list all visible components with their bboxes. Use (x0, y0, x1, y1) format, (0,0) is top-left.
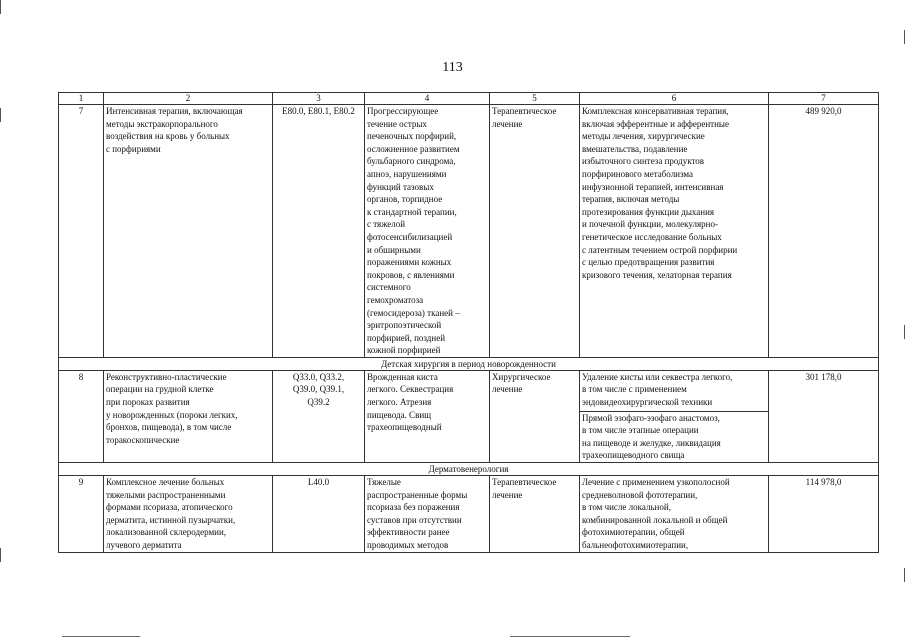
cell-line: лечение (492, 118, 523, 129)
cell-line: пищевода. Свищ (367, 409, 432, 420)
cell-line: распространенные формы (367, 489, 468, 500)
section-row (59, 357, 879, 370)
cell-line: Q33.0, Q33.2, (292, 371, 345, 382)
treatment-method (580, 370, 769, 462)
cost-value: 489 920,0 (769, 105, 879, 358)
cell-line: средневолновой фототерапии, (582, 489, 698, 500)
cell-line: гемохроматоза (367, 294, 424, 305)
cell-line: протезирования функции дыхания (582, 206, 715, 217)
cell-line: проводимых методов (367, 540, 449, 550)
cell-line: Q39.0, Q39.1, (292, 384, 345, 395)
cell-line: Терапевтическое (492, 106, 557, 116)
bottom-rule (62, 636, 140, 637)
cell-line: течение острых (367, 118, 427, 129)
treatment-type (490, 370, 580, 462)
header-cell: 7 (769, 93, 879, 105)
cell-line: в том числе этапные операции (582, 425, 699, 436)
cell-line: эритропоэтической (367, 320, 442, 331)
cell-line: апноэ, нарушениями (367, 168, 447, 179)
cell-line: в том числе с применением (582, 384, 687, 395)
cell-line: при пороках развития (106, 397, 190, 408)
header-row (59, 93, 879, 105)
table-row (59, 476, 879, 553)
cell-line: эффективности ранее (367, 527, 450, 538)
cell-line: фотохимиотерапии, общей (582, 527, 685, 538)
cell-line: органов, торпидное (367, 194, 443, 205)
cell-line: псориаза без поражения (367, 502, 460, 513)
treatment-name (104, 476, 273, 553)
icd-codes (273, 105, 365, 358)
cell-line: Лечение с применением узкополосной (582, 477, 730, 488)
table-row (59, 105, 879, 358)
cell-line: вмешательства, подавление (582, 143, 688, 154)
cell-line: порфиринового метаболизма (582, 168, 694, 179)
row-number: 9 (59, 476, 104, 553)
cell-line: Удаление кисты или секвестра легкого, (582, 371, 733, 382)
section-row (59, 463, 879, 476)
row-number: 7 (59, 105, 104, 358)
section-title: Детская хирургия в период новорожденности (59, 357, 879, 370)
cell-line: терапия, включая методы (582, 194, 680, 205)
cell-line: Реконструктивно-пластические (106, 371, 227, 382)
cell-line: лучевого дерматита (106, 540, 182, 550)
cell-line: бульбарного синдрома, (367, 156, 456, 167)
cell-line: Комплексная консервативная терапия, (582, 106, 729, 116)
cell-line: методы экстракорпорального (106, 118, 218, 129)
cell-line: E80.0, E80.1, E80.2 (282, 106, 355, 116)
cell-line: бронхов, пищевода), в том числе (106, 422, 232, 433)
treatment-method (580, 105, 769, 358)
patient-model (365, 476, 490, 553)
page-number: 113 (442, 60, 463, 75)
cell-line: трахеопищеводного свища (582, 450, 685, 461)
cell-line: эндовидеохирургической техники (582, 397, 713, 408)
left-edge-mark (0, 108, 1, 122)
cell-line: Терапевтическое (492, 477, 557, 488)
cell-line: с латентным течением острой порфирии (582, 244, 738, 255)
cell-line: тяжелыми распространенными (106, 489, 226, 500)
treatment-method-b (580, 411, 768, 462)
cell-line: и почечной функции, молекулярно- (582, 219, 718, 230)
cell-line: локализованной склеродермии, (106, 527, 227, 538)
cell-line: в том числе локальной, (582, 502, 671, 513)
patient-model (365, 105, 490, 358)
treatment-method (580, 476, 769, 553)
cell-line: Врожденная киста (367, 371, 438, 382)
cell-line: функций тазовых (367, 181, 434, 192)
cell-line: поражениями кожных (367, 257, 452, 268)
cell-line: кризового течения, хелаторная терапия (582, 269, 732, 280)
treatment-method-a (582, 371, 766, 409)
cell-line: комбинированной локальной и общей (582, 514, 728, 525)
icd-codes (273, 370, 365, 462)
cell-line: легкого. Атрезия (367, 397, 432, 408)
cell-line: системного (367, 282, 411, 293)
cell-line: Интенсивная терапия, включающая (106, 106, 243, 116)
cell-line: с тяжелой (367, 219, 406, 230)
cell-line: воздействия на кровь у больных (106, 131, 230, 142)
cell-line: суставов при отсутствии (367, 514, 462, 525)
cell-line: и обширными (367, 244, 421, 255)
cell-line: операции на грудной клетке (106, 384, 214, 395)
left-edge-mark (0, 0, 1, 14)
cell-line: Q39.2 (307, 397, 330, 408)
bottom-rule (510, 636, 630, 637)
table-row (59, 370, 879, 462)
cell-line: L40.0 (307, 477, 330, 488)
cell-line: лечение (492, 489, 523, 500)
cell-line: генетическое исследование больных (582, 231, 722, 242)
patient-model (365, 370, 490, 462)
left-edge-mark (0, 548, 1, 562)
header-cell: 1 (59, 93, 104, 105)
cell-line: печеночных порфирий, (367, 131, 457, 142)
cell-line: с порфириями (106, 143, 161, 154)
treatment-name (104, 370, 273, 462)
cell-line: порфирией, поздней (367, 332, 446, 343)
cell-line: покровов, с явлениями (367, 269, 455, 280)
cell-line: с целью предотвращения развития (582, 257, 715, 268)
cell-line: Прогрессирующее (367, 106, 439, 116)
cost-value: 114 978,0 (769, 476, 879, 553)
cell-line: избыточного синтеза продуктов (582, 156, 705, 167)
cell-line: кожной порфирией (367, 345, 441, 356)
cell-line: Комплексное лечение больных (106, 477, 225, 488)
cell-line: к стандартной терапии, (367, 206, 457, 217)
treatment-type (490, 105, 580, 358)
cell-line: дерматита, истинной пузырчатки, (106, 514, 236, 525)
cell-line: Прямой эзофаго-эзофаго анастомоз, (582, 412, 720, 423)
header-cell: 4 (365, 93, 490, 105)
header-cell: 6 (580, 93, 769, 105)
cell-line: торакоскопические (106, 434, 180, 445)
header-cell: 2 (104, 93, 273, 105)
treatment-name (104, 105, 273, 358)
cell-line: включая эфферентные и афферентные (582, 118, 729, 129)
cell-line: у новорожденных (пороки легких, (106, 409, 238, 420)
cell-line: Тяжелые (367, 477, 401, 488)
cell-line: методы лечения, хирургические (582, 131, 705, 142)
cell-line: трахеопищеводный (367, 422, 442, 433)
cell-line: фотосенсибилизацией (367, 231, 453, 242)
cell-line: лечение (492, 384, 523, 395)
treatment-type (490, 476, 580, 553)
row-number: 8 (59, 370, 104, 462)
cell-line: легкого. Секвестрация (367, 384, 454, 395)
cell-line: бальнеофотохимиотерапии, (582, 540, 689, 550)
medical-care-table (58, 92, 879, 553)
icd-codes (273, 476, 365, 553)
cost-value: 301 178,0 (769, 370, 879, 462)
cell-line: на пищеводе и желудке, ликвидация (582, 437, 721, 448)
section-title: Дерматовенерология (59, 463, 879, 476)
cell-line: осложненное развитием (367, 143, 460, 154)
header-cell: 3 (273, 93, 365, 105)
cell-line: (гемосидероза) тканей – (367, 307, 460, 318)
cell-line: инфузионной терапией, интенсивная (582, 181, 724, 192)
cell-line: Хирургическое (492, 371, 551, 382)
cell-line: формами псориаза, атопического (106, 502, 233, 513)
header-cell: 5 (490, 93, 580, 105)
